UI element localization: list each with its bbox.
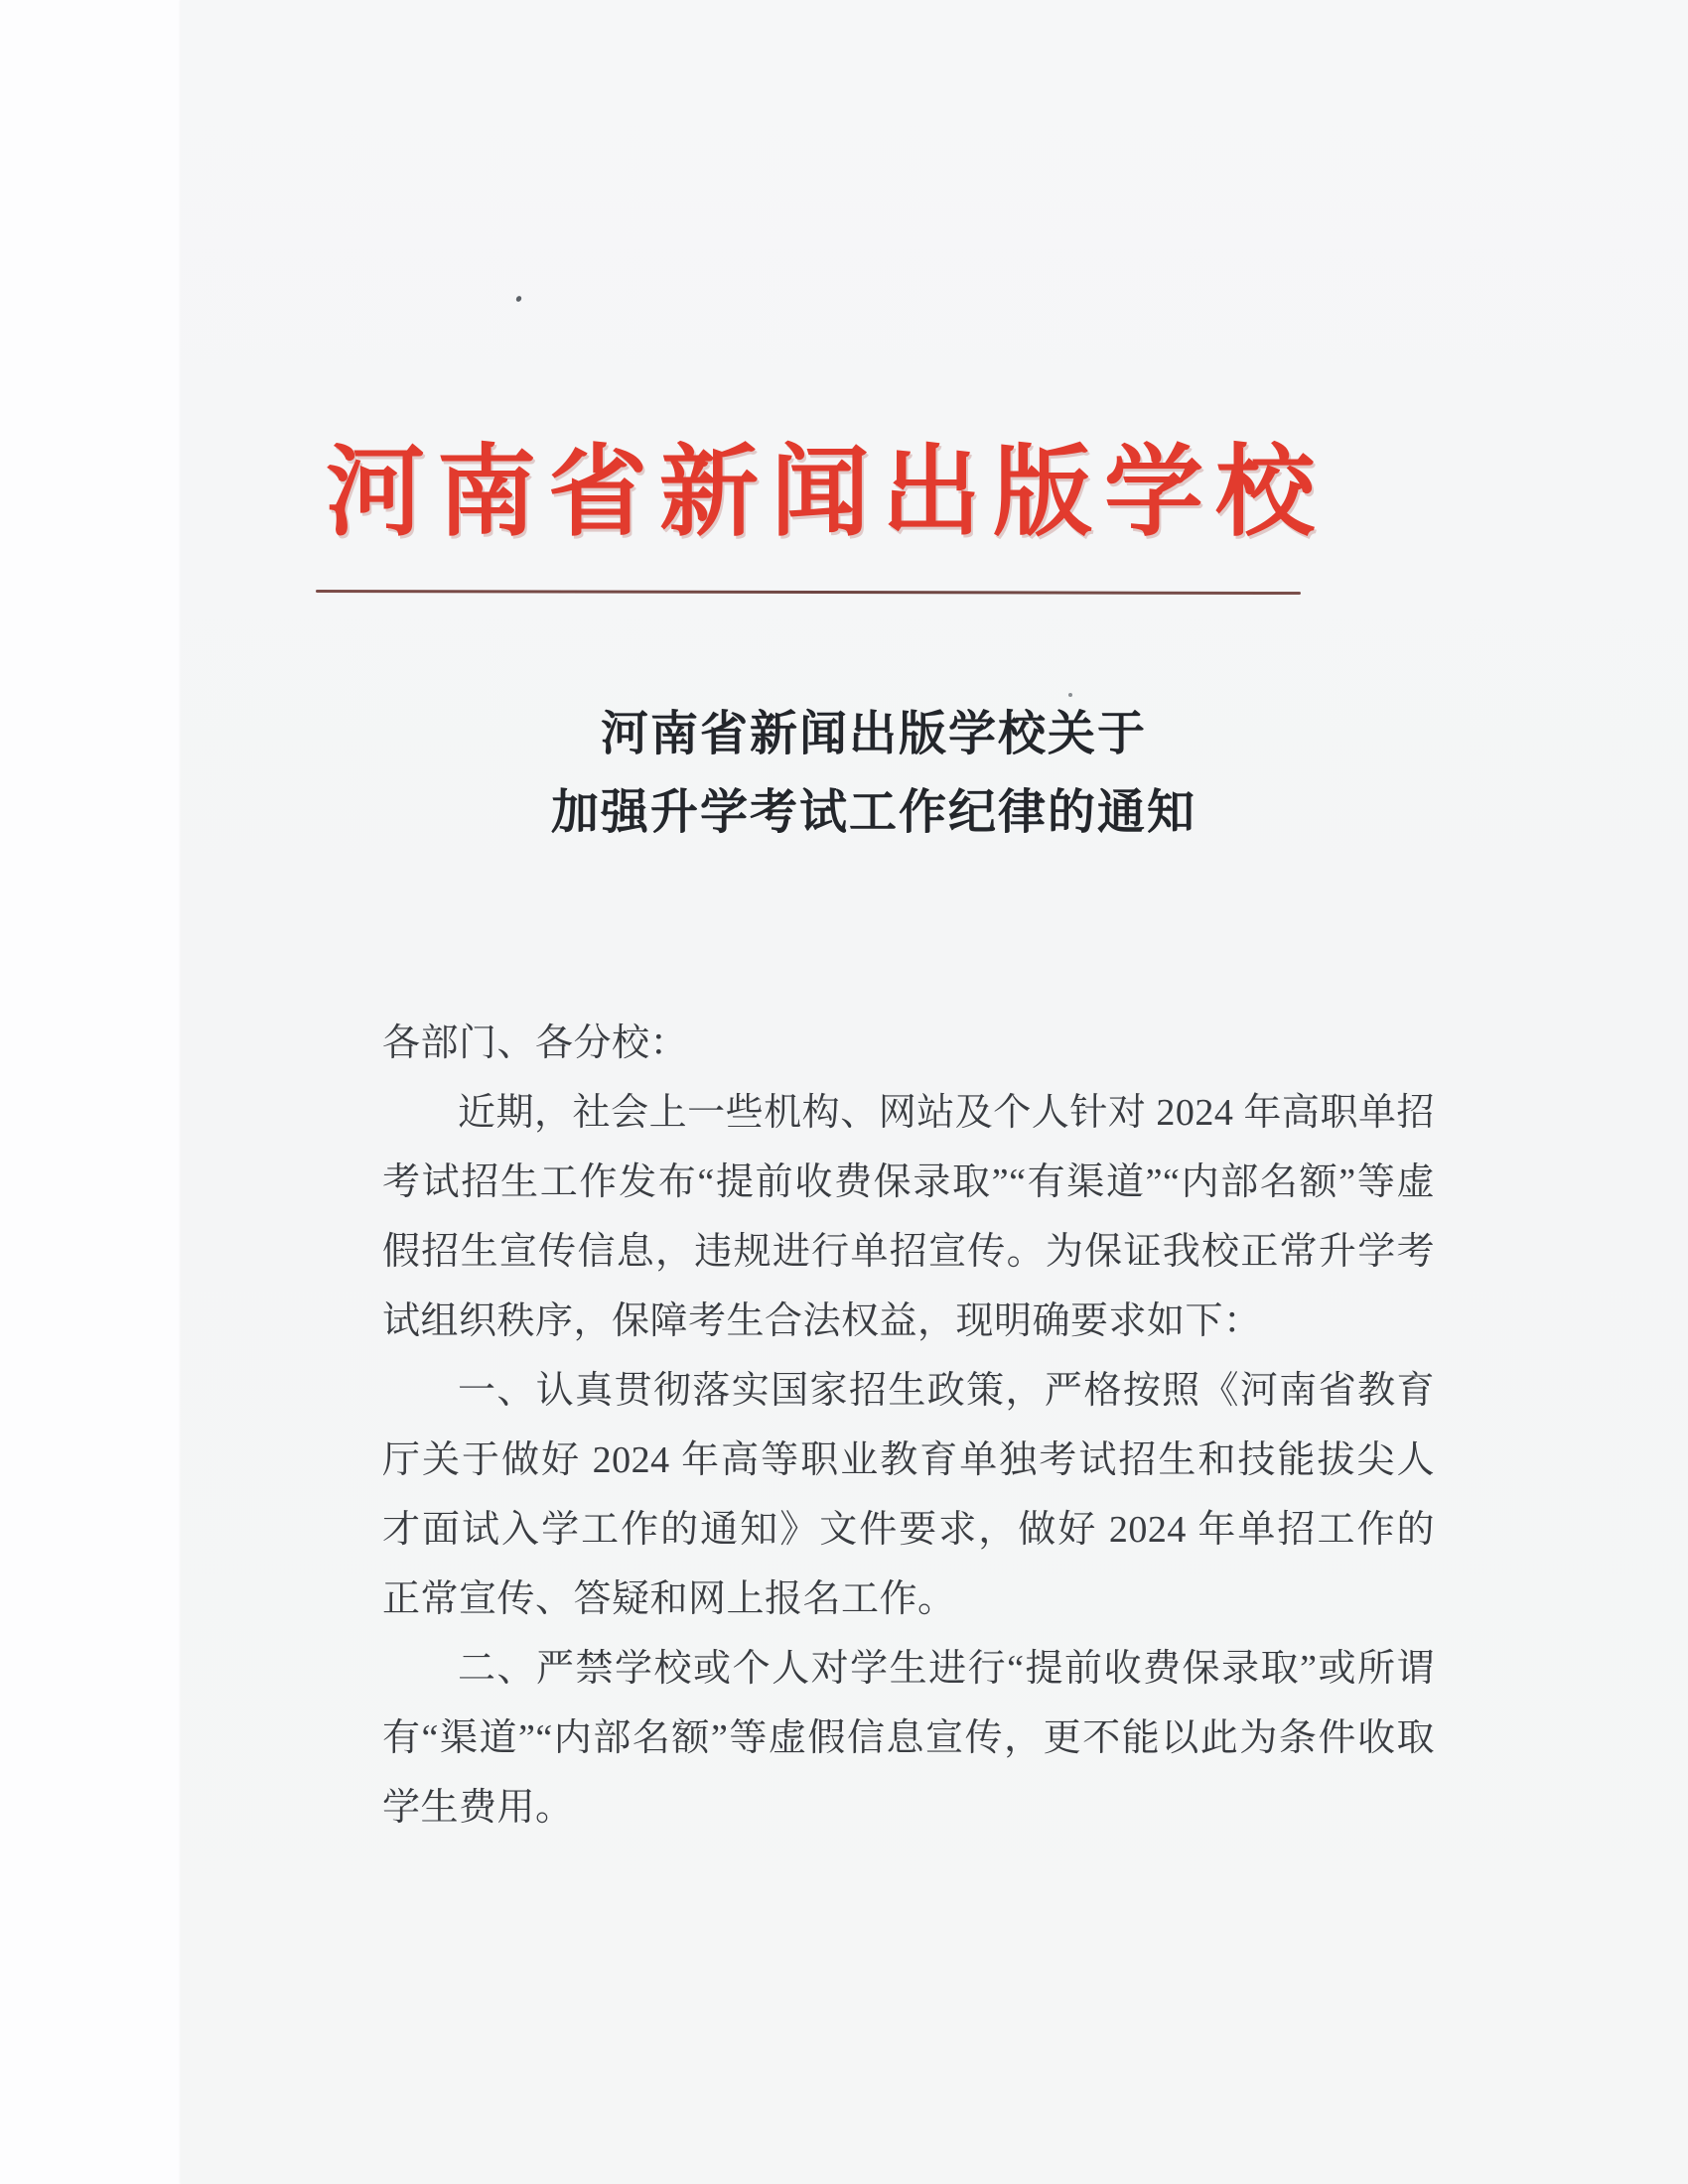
paragraph-item-1: 一、认真贯彻落实国家招生政策，严格按照《河南省教育厅关于做好 2024 年高等职业教育单独考试招生和技能拔尖人才面试入学工作的通知》文件要求，做好 2024 年单招工作的正常宣传、答疑和网上报名工作。 (382, 1370, 1435, 1620)
letterhead-school-name: 河南省新闻出版学校 (326, 438, 1327, 548)
document-title-line-1: 河南省新闻出版学校关于 (600, 708, 1147, 760)
scan-speck (1068, 693, 1072, 697)
salutation: 各部门、各分校： (382, 1023, 689, 1064)
document-title (328, 695, 1420, 852)
document-title-line-2: 加强升学考试工作纪律的通知 (550, 786, 1196, 839)
document-body (382, 1009, 1435, 1843)
paragraph-item-2: 二、严禁学校或个人对学生进行“提前收费保录取”或所谓有“渠道”“内部名额”等虚假信息宣传，更不能以此为条件收取学生费用。 (382, 1648, 1435, 1829)
paragraph-intro: 近期，社会上一些机构、网站及个人针对 2024 年高职单招考试招生工作发布“提前收费保录取”“有渠道”“内部名额”等虚假招生宣传信息，违规进行单招宣传。为保证我校正常升学考试组织秩序，保障考生合法权益，现明确要求如下： (382, 1092, 1435, 1342)
